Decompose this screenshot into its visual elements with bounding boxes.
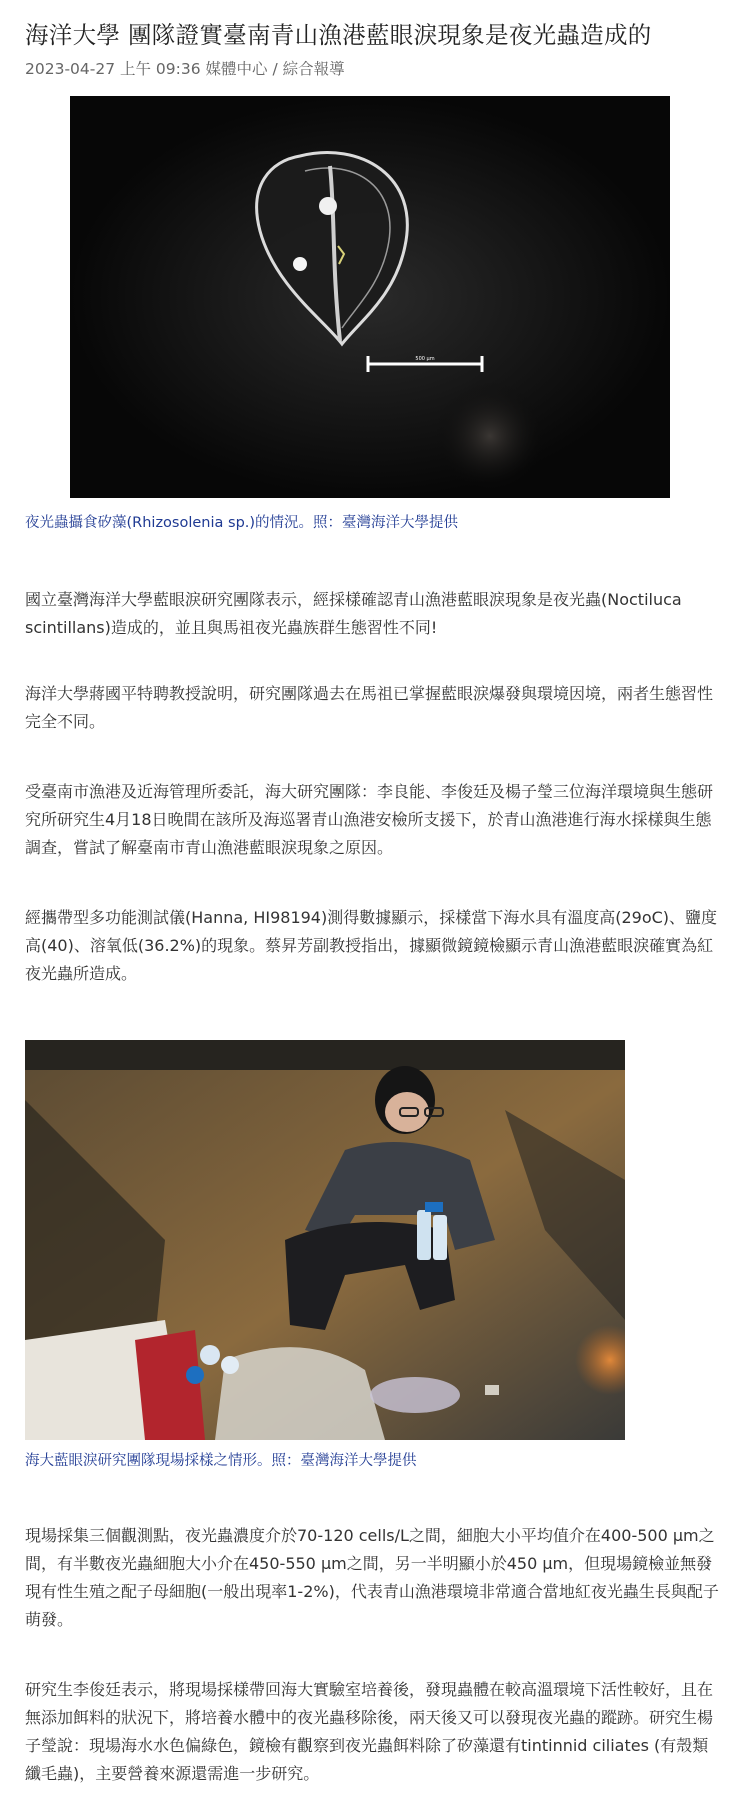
- article-date: 2023-04-27 上午 09:36: [25, 60, 201, 78]
- scale-bar-label: 500 μm: [415, 356, 435, 362]
- article-source: 媒體中心 / 綜合報導: [205, 60, 345, 78]
- sampling-image: [25, 1040, 625, 1440]
- paragraph-6: 研究生李俊廷表示，將現場採樣帶回海大實驗室培養後，發現蟲體在較高溫環境下活性較好，且在無添加餌料的狀況下，將培養水體中的夜光蟲移除後，兩天後又可以發現夜光蟲的蹤跡。研究生楊子瑩說：現場海水水色偏綠色，鏡檢有觀察到夜光蟲餌料除了矽藻還有tintinnid ciliates (有殼類纖毛蟲)，主要營養來源還需進一步研究。: [25, 1680, 714, 1783]
- paragraph-5: 現場採集三個觀測點，夜光蟲濃度介於70-120 cells/L之間，細胞大小平均值介在400-500 µm之間，有半數夜光蟲細胞大小介在450-550 µm之間，另一半明顯小於450 µm，但現場鏡檢並無發現有性生殖之配子母細胞(一般出現率1-2%)，代表青山漁港環境非常適合當地紅夜光蟲生長與配子萌發。: [25, 1526, 719, 1629]
- paragraph-4: 經攜帶型多功能測試儀(Hanna, HI98194)測得數據顯示，採樣當下海水具有溫度高(29oC)、鹽度高(40)、溶氧低(36.2%)的現象。蔡昇芳副教授指出，據顯微鏡鏡檢顯示青山漁港藍眼淚確實為紅夜光蟲所造成。: [25, 908, 718, 983]
- paragraph-3: 受臺南市漁港及近海管理所委託，海大研究團隊：李良能、李俊廷及楊子瑩三位海洋環境與生態研究所研究生4月18日晚間在該所及海巡署青山漁港安檢所支援下，於青山漁港進行海水採樣與生態調查，嘗試了解臺南市青山漁港藍眼淚現象之原因。: [25, 782, 714, 857]
- article-title: 海洋大學 團隊證實臺南青山漁港藍眼淚現象是夜光蟲造成的: [25, 21, 652, 49]
- field-sampling-photo: [25, 1040, 625, 1440]
- article: [25, 18, 720, 1788]
- paragraph-2: 海洋大學蔣國平特聘教授說明，研究團隊過去在馬祖已掌握藍眼淚爆發與環境因境，兩者生態習性完全不同。: [25, 684, 714, 731]
- figure1-caption: 夜光蟲攝食矽藻(Rhizosolenia sp.)的情況。照：臺灣海洋大學提供: [25, 515, 459, 531]
- microscope-image: [70, 96, 670, 498]
- paragraph-1: 國立臺灣海洋大學藍眼淚研究團隊表示，經採樣確認青山漁港藍眼淚現象是夜光蟲(Noctiluca scintillans)造成的，並且與馬祖夜光蟲族群生態習性不同!: [25, 590, 682, 637]
- noctiluca-microscope-photo: [70, 96, 670, 498]
- article-meta: [25, 58, 720, 80]
- figure2-caption: 海大藍眼淚研究團隊現場採樣之情形。照：臺灣海洋大學提供: [25, 1453, 417, 1469]
